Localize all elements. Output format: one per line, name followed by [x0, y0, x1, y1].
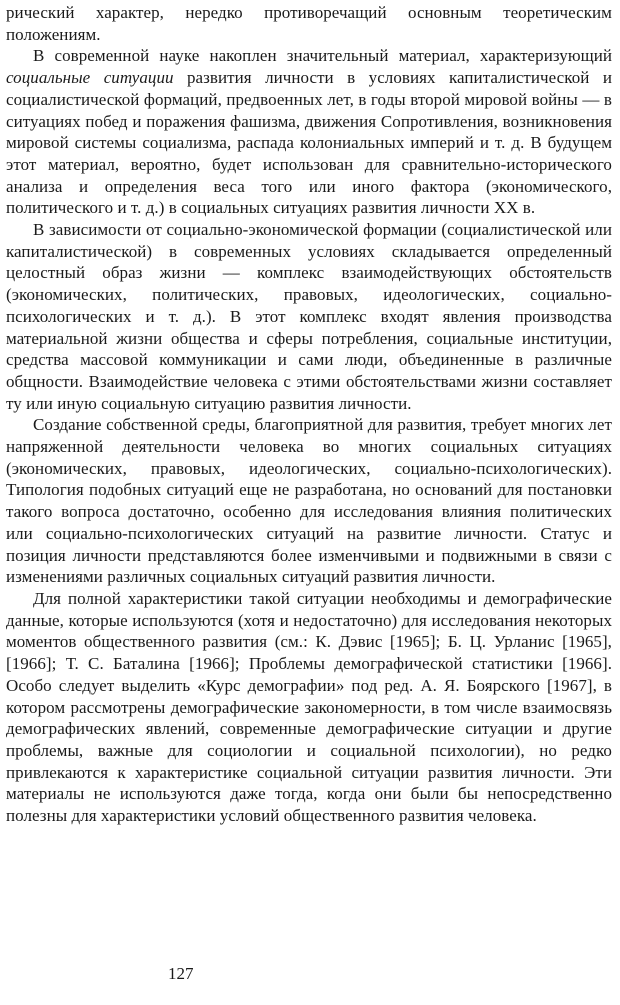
paragraph-2-end: развития личности в условиях капиталистической и социалистической формаций, предвоенных лет, в годы второй мировой войны — в ситуациях побед и поражения фашизма, движения Сопротивления, возникновения мировой системы социализма, распада колониальных империй и т. д. В будущем этот материал, вероятно, будет использован для сравнительно-исторического анализа и определения веса того или иного фактора (экономического, политического и т. д.) в социальных ситуациях развития личности XX в. — [6, 68, 612, 218]
paragraph-3: В зависимости от социально-экономической формации (социалистической или капиталистической) в современных условиях складывается определенный целостный образ жизни — комплекс взаимодействующих обстоятельств (экономических, политических, правовых, идеологических, социально-психологических и т. д.). В этот комплекс входят явления производства материальной жизни общества и сферы потребления, социальные институции, средства массовой коммуникации и сами люди, объединенные в различные общности. Взаимодействие человека с этими обстоятельствами жизни составляет ту или иную социальную ситуацию развития личности. — [6, 220, 612, 413]
book-page — [6, 0, 614, 1005]
emphasis-social-situations: социальные ситуации — [6, 68, 174, 88]
paragraph-4: Создание собственной среды, благоприятной для развития, требует многих лет напряженной деятельности человека во многих социальных ситуациях (экономических, правовых, идеологических, социально-психологических). Типология подобных ситуаций еще не разработана, но оснований для постановки такого вопроса достаточно, особенно для исследования влияния политических или социально-психологических ситуаций на развитие личности. Статус и позиция личности представляются более изменчивыми и подвижными в связи с изменениями различных социальных ситуаций развития личности. — [6, 415, 612, 587]
paragraph-1: рический характер, нередко противоречащий основным теоретическим положениям. — [6, 3, 612, 44]
paragraph-2 — [6, 45, 612, 219]
paragraph-5: Для полной характеристики такой ситуации необходимы и демографические данные, которые используются (хотя и недостаточно) для исследования некоторых моментов общественного развития (см.: К. Дэвис [1965]; Б. Ц. Урланис [1965], [1966]; Т. С. Баталина [1966]; Проблемы демографической статистики [1966]. Особо следует выделить «Курс демографии» под ред. А. Я. Боярского [1967], в котором рассмотрены демографические закономерности, в том числе взаимосвязь демографических явлений, современные демографические ситуации и другие проблемы, важные для социологии и социальной психологии), но редко привлекаются к характеристике социальной ситуации развития личности. Эти материалы не используются даже тогда, когда они были бы непосредственно полезны для характеристики условий общественного развития человека. — [6, 588, 612, 826]
body-text — [6, 2, 612, 827]
page-number: 127 — [168, 964, 194, 983]
paragraph-2-start: В современной науке накоплен значительный материал, характеризующий — [33, 46, 612, 66]
